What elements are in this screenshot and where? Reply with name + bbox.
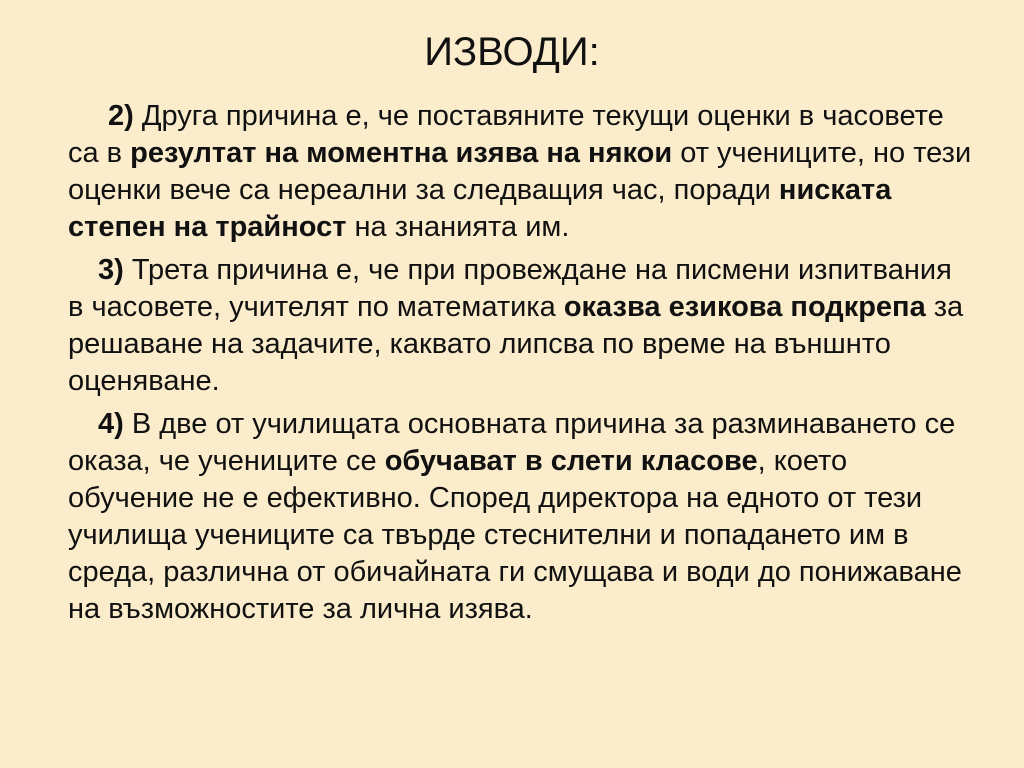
paragraph-emphasis: обучават в слети класове — [384, 445, 758, 477]
paragraph-emphasis: оказва езикова подкрепа — [563, 291, 926, 323]
paragraph-text: Друга причина е, че поставяните текущи оценки в часовете са в — [68, 100, 944, 169]
paragraph-text: от учениците, но тези оценки вече са нереални за следващия час, поради — [68, 137, 972, 206]
paragraph-number: 2) — [108, 100, 134, 132]
paragraph-text: Трета причина е, че при провеждане на писмени изпитвания в часовете, учителят по математика — [68, 254, 952, 323]
conclusion-paragraph-2 — [68, 98, 973, 246]
paragraph-emphasis: ниската степен на трайност — [68, 174, 892, 243]
slide-title: ИЗВОДИ: — [424, 30, 600, 74]
conclusion-paragraph-4 — [68, 406, 973, 628]
paragraph-emphasis: резултат на моментна изява на някои — [130, 137, 673, 169]
paragraph-text: В две от училищата основната причина за разминаването се оказа, че учениците се — [68, 408, 956, 477]
paragraph-number: 4) — [98, 408, 124, 440]
paragraph-text: на знанията им. — [346, 211, 570, 243]
slide-body — [68, 98, 973, 634]
paragraph-text: , което обучение не е ефективно. Според директора на едното от тези училища учениците са твърде стеснителни и попадането им в среда, различна от обичайната ги смущава и води до понижаване на възможностите за лична изява. — [68, 445, 962, 625]
paragraph-number: 3) — [98, 254, 124, 286]
paragraph-text: за решаване на задачите, каквато липсва по време на външнто оценяване. — [68, 291, 964, 397]
conclusion-paragraph-3 — [68, 252, 973, 400]
